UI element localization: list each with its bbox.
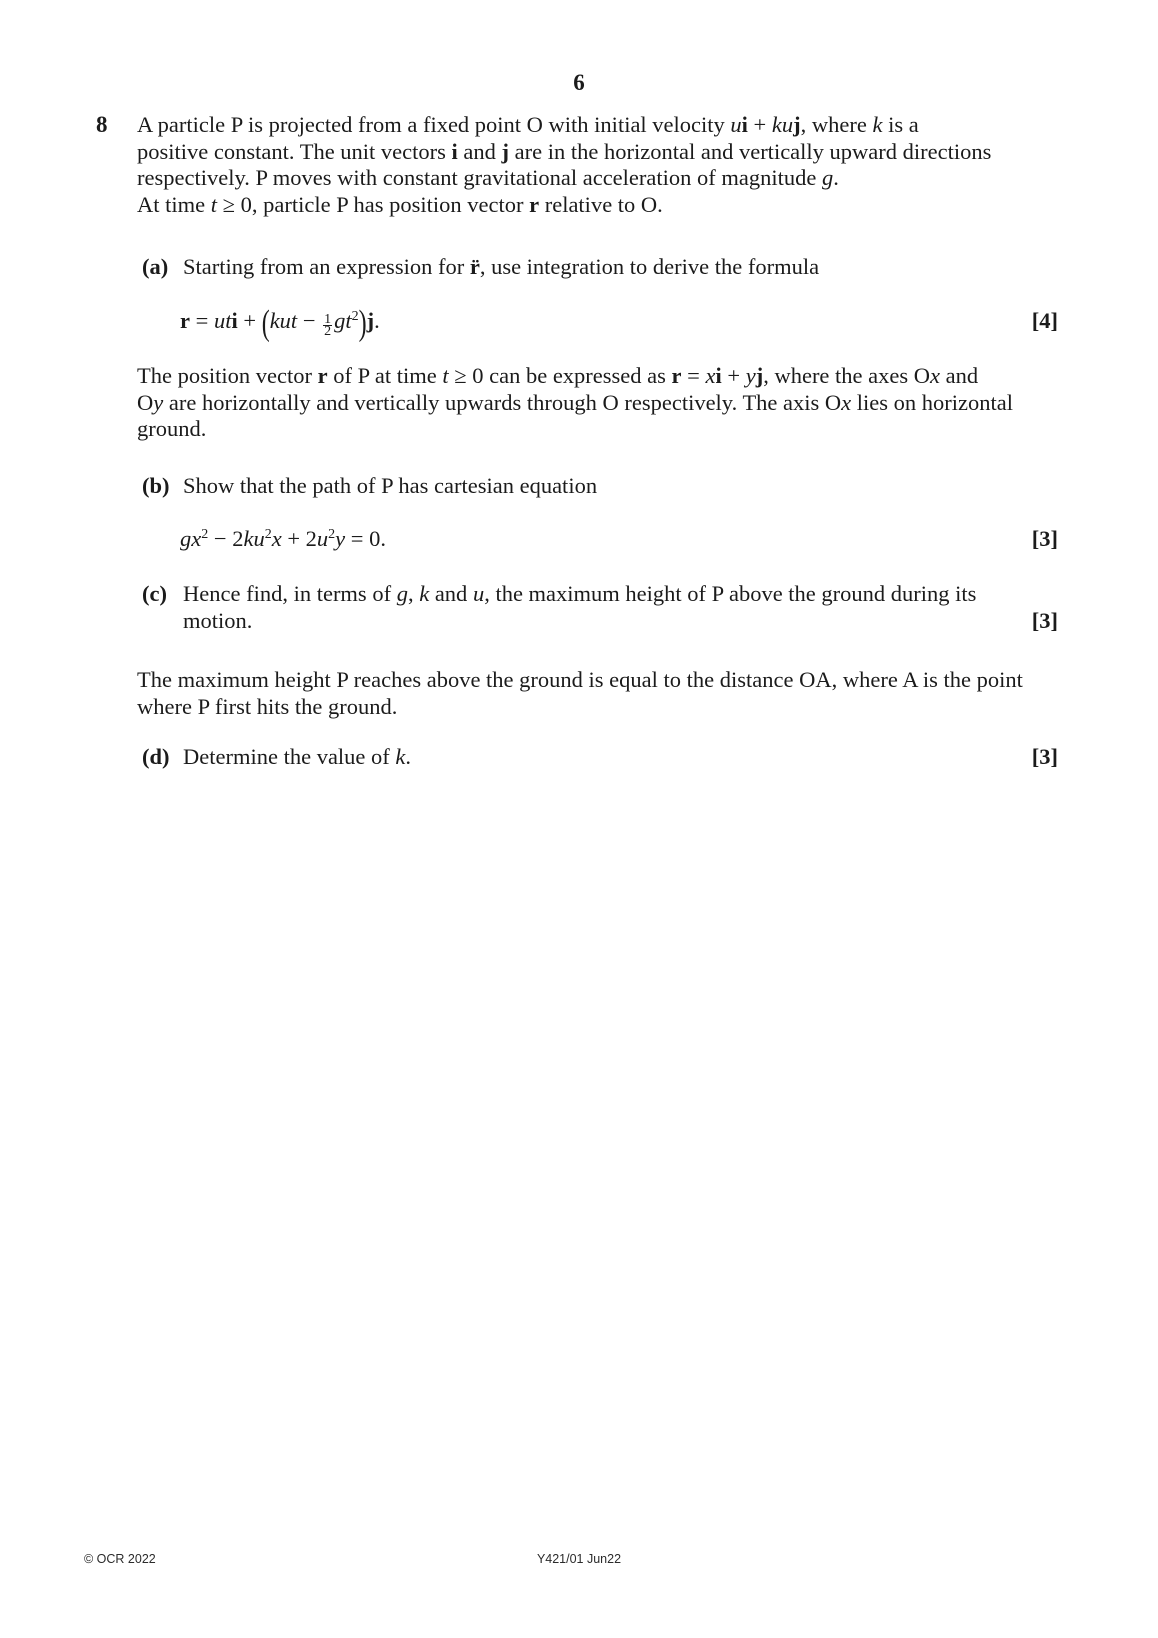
paragraph-line: ground. <box>137 416 207 442</box>
part-c-prompt-line: Hence find, in terms of g, k and u, the maximum height of P above the ground during its <box>183 581 977 606</box>
equation-b: $gx^2 - 2ku^2x + 2u^2y = 0$. <box>180 526 386 551</box>
part-c-prompt-line: motion. <box>183 607 253 633</box>
intro-line: positive constant. The unit vectors i and j are in the horizontal and vertically upward directions <box>137 138 992 164</box>
part-b-prompt: Show that the path of P has cartesian equation <box>183 473 598 498</box>
intro-line: At time t ≥ 0, particle P has position vector r relative to O. <box>137 192 663 218</box>
paragraph-after-a <box>137 363 1013 443</box>
intro-line: respectively. P moves with constant gravitational acceleration of magnitude g. <box>137 165 839 191</box>
question-intro <box>137 112 991 219</box>
marks-c: [3] <box>1031 607 1058 633</box>
formula-b-row <box>180 526 1058 553</box>
part-d <box>142 744 1058 771</box>
paragraph-line: The maximum height P reaches above the ground is equal to the distance OA, where A is the point <box>137 667 1023 692</box>
part-b-label: (b) <box>142 473 170 498</box>
part-a <box>142 254 1058 281</box>
part-a-prompt: Starting from an expression for r̈, use integration to derive the formula <box>183 254 820 279</box>
marks-b: [3] <box>1031 526 1058 551</box>
part-c-label: (c) <box>142 581 167 606</box>
part-d-label: (d) <box>142 744 170 769</box>
paragraph-line: The position vector r of P at time t ≥ 0 can be expressed as r = xi + yj, where the axes Ox and <box>137 363 979 388</box>
marks-a: [4] <box>1031 308 1058 333</box>
formula-a: r = uti + (kut − $\frac{1}{2}$ $gt^2)j$. <box>180 304 380 344</box>
formula-a-row <box>180 304 1058 344</box>
intro-line: A particle P is projected from a fixed point O with initial velocity ui + kuj, where k is a <box>137 112 919 137</box>
paragraph-line: Oy are horizontally and vertically upwards through O respectively. The axis Ox lies on horizontal <box>137 389 1014 415</box>
part-a-label: (a) <box>142 254 169 279</box>
footer-paper-code: Y421/01 Jun22 <box>536 1552 622 1566</box>
paragraph-line: where P first hits the ground. <box>137 693 398 719</box>
footer-copyright: © OCR 2022 <box>84 1552 156 1566</box>
part-b <box>142 473 1058 500</box>
part-c <box>142 581 1058 634</box>
marks-d: [3] <box>1031 744 1058 769</box>
question-number: 8 <box>96 112 108 137</box>
paragraph-after-c <box>137 667 1023 720</box>
page-number: 6 <box>573 70 585 95</box>
fraction: $\frac{1}{2}$ <box>324 312 332 339</box>
part-d-prompt: Determine the value of k. <box>183 744 412 769</box>
